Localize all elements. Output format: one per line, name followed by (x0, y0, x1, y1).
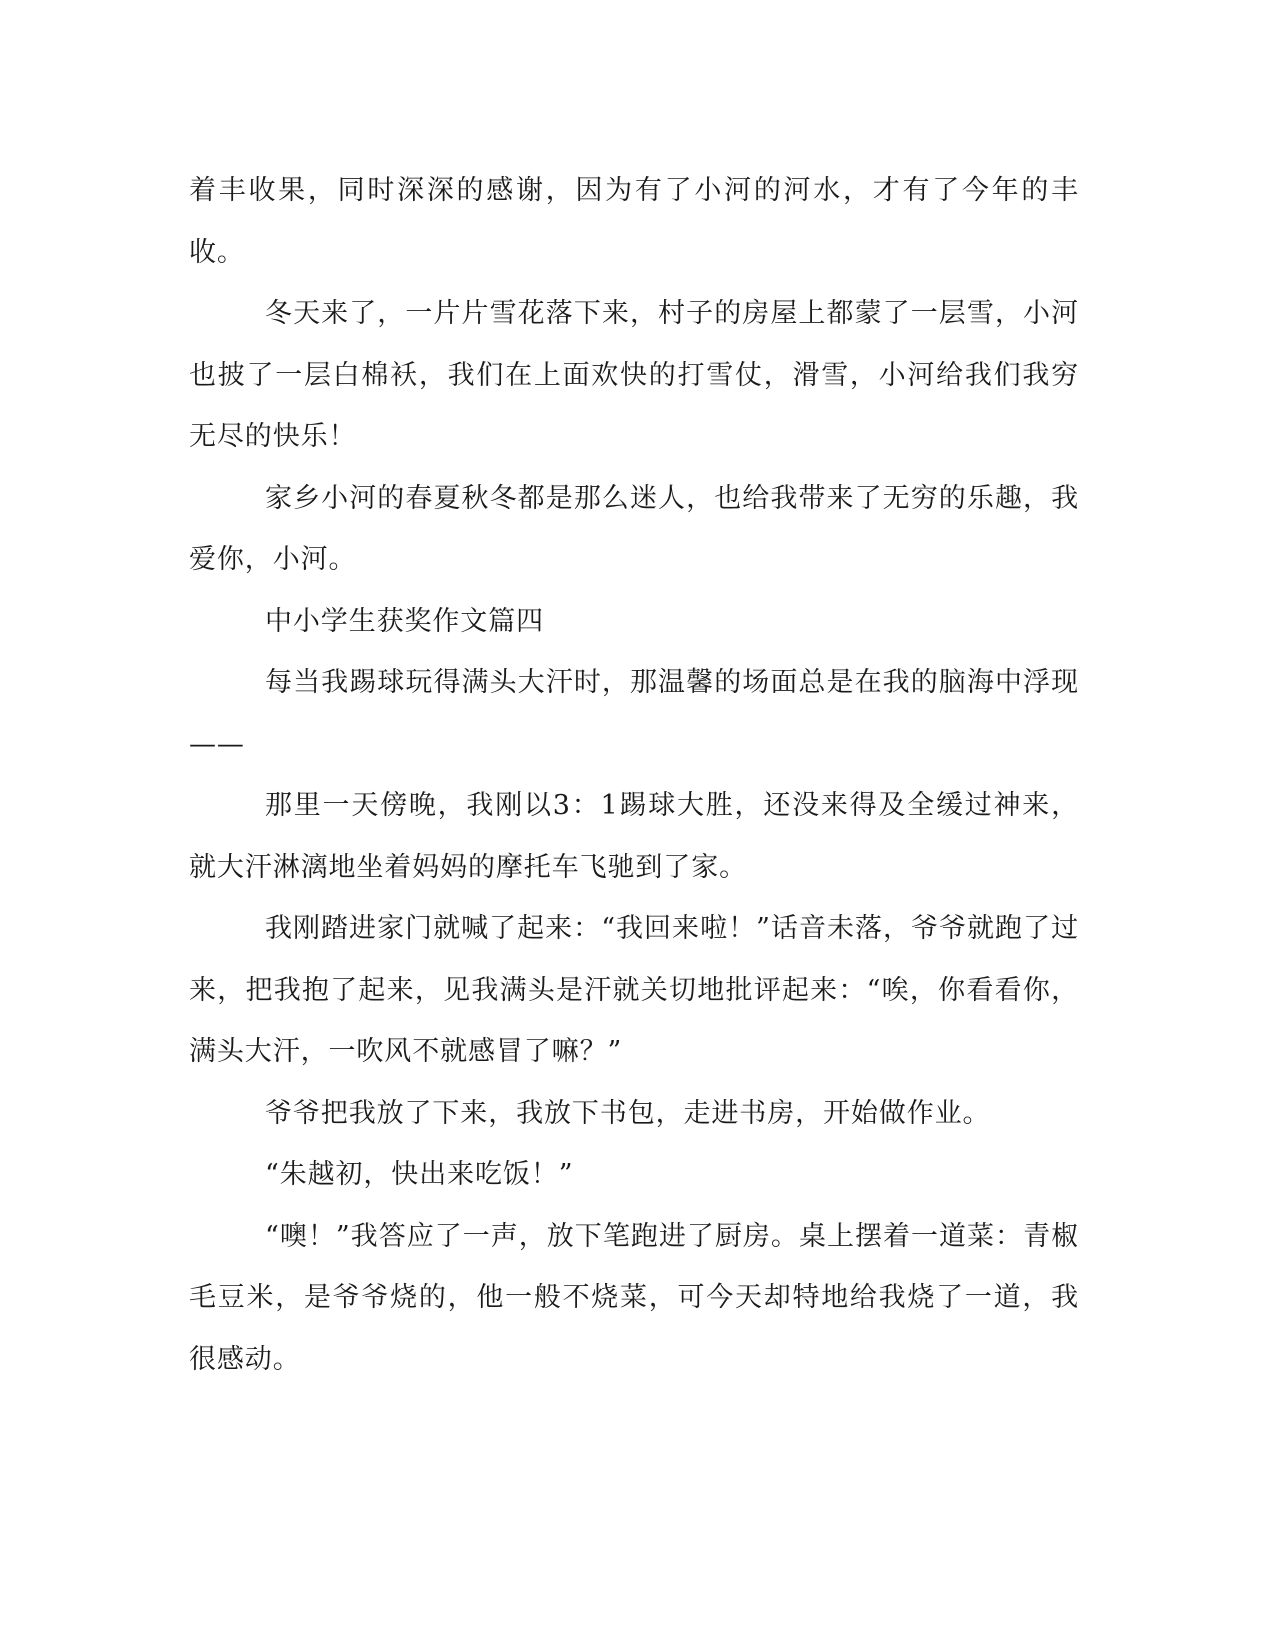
document-body (189, 160, 1079, 1390)
paragraph: 冬天来了，一片片雪花落下来，村子的房屋上都蒙了一层雪，小河也披了一层白棉袄，我们在上面欢快的打雪仗，滑雪，小河给我们我穷无尽的快乐！ (189, 298, 1079, 452)
paragraph: 我刚踏进家门就喊了起来：“我回来啦！”话音未落，爷爷就跑了过来，把我抱了起来，见我满头是汗就关切地批评起来：“唉，你看看你，满头大汗，一吹风不就感冒了嘛？” (189, 913, 1079, 1067)
paragraph: 那里一天傍晚，我刚以3：1踢球大胜，还没来得及全缓过神来，就大汗淋漓地坐着妈妈的摩托车飞驰到了家。 (189, 790, 1079, 883)
paragraph: 爷爷把我放了下来，我放下书包，走进书房，开始做作业。 (265, 1097, 991, 1129)
paragraph-continuation: 着丰收果，同时深深的感谢，因为有了小河的河水，才有了今年的丰收。 (189, 175, 1079, 268)
paragraph: 家乡小河的春夏秋冬都是那么迷人，也给我带来了无穷的乐趣，我爱你，小河。 (189, 482, 1079, 575)
essay-title: 中小学生获奖作文篇四 (265, 605, 544, 637)
paragraph: “朱越初，快出来吃饭！” (265, 1159, 574, 1190)
paragraph: 每当我踢球玩得满头大汗时，那温馨的场面总是在我的脑海中浮现—— (189, 667, 1079, 760)
paragraph: “噢！”我答应了一声，放下笔跑进了厨房。桌上摆着一道菜：青椒毛豆米，是爷爷烧的，他一般不烧菜，可今天却特地给我烧了一道，我很感动。 (189, 1220, 1079, 1375)
